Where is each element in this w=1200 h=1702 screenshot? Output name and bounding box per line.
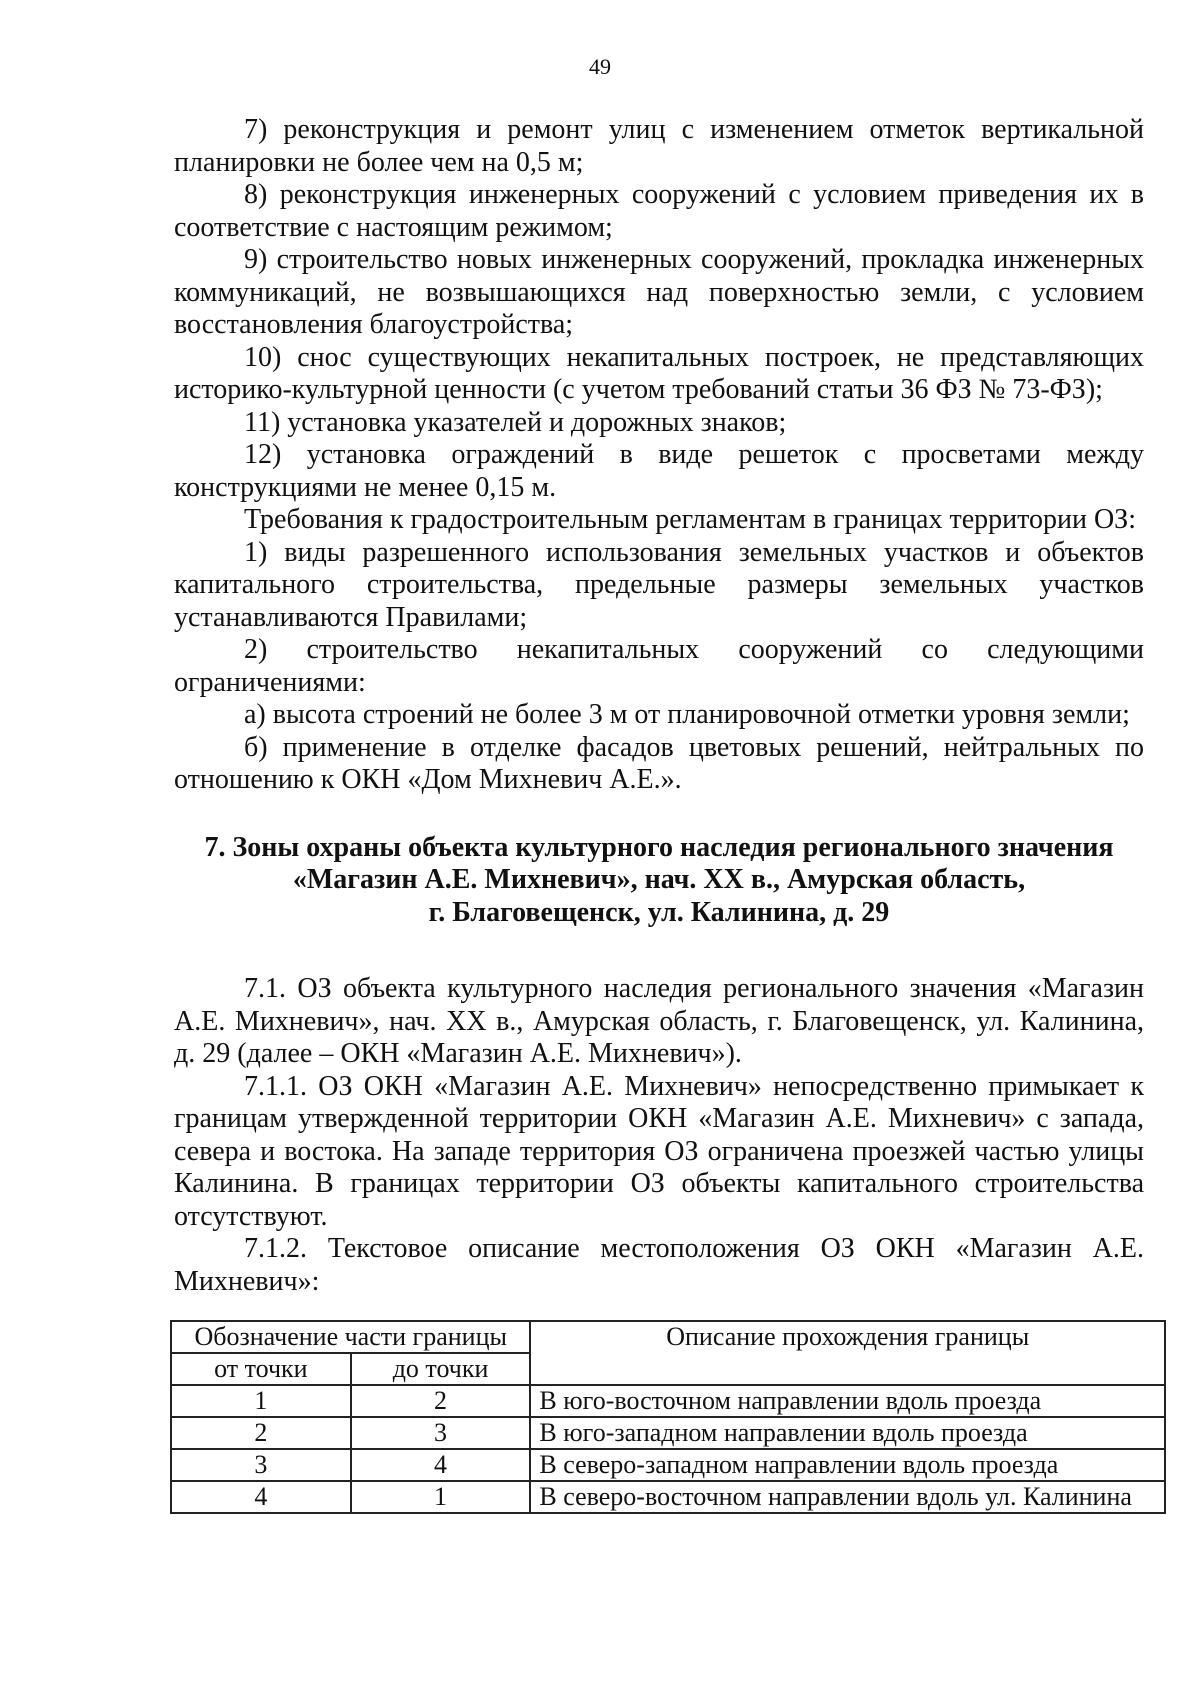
paragraph-requirements-intro: Требования к градостроительным регламентам в границах территории ОЗ: [244,504,1136,535]
table-cell-to: 1 [351,1481,531,1513]
section-heading-line-3: г. Благовещенск, ул. Калинина, д. 29 [428,896,890,928]
paragraph-7-1-1: 7.1.1. ОЗ ОКН «Магазин А.Е. Михневич» непосредственно примыкает к границам утвержденной территории ОКН «Магазин А.Е. Михневич» с запада, севера и востока. На западе территория ОЗ ограничена проезжей частью улицы Калинина. В границах территории ОЗ объекты капитального строительства отсутствуют. [174,1070,1144,1232]
table-cell-description: В северо-западном направлении вдоль проезда [530,1449,1165,1481]
table-cell-description: В юго-восточном направлении вдоль проезда [530,1385,1165,1417]
table-cell-to: 2 [351,1385,531,1417]
table-row [171,1385,1165,1417]
table-header-from: от точки [171,1353,351,1385]
paragraph-requirement-a: а) высота строений не более 3 м от планировочной отметки уровня земли; [244,699,1130,730]
table-cell-to: 4 [351,1449,531,1481]
paragraph-requirement-1: 1) виды разрешенного использования земельных участков и объектов капитального строительства, предельные размеры земельных участков устанавливаются Правилами; [174,536,1144,633]
paragraph-item-11: 11) установка указателей и дорожных знаков; [244,406,787,438]
table-row [171,1481,1165,1513]
table-cell-from: 4 [171,1481,351,1513]
table-cell-from: 2 [171,1417,351,1449]
boundary-table [170,1320,1166,1514]
table-row [171,1417,1165,1449]
table-cell-description: В северо-восточном направлении вдоль ул. Калинина [530,1481,1165,1513]
table-cell-to: 3 [351,1417,531,1449]
document-body [174,114,1144,1514]
paragraph-item-7: 7) реконструкция и ремонт улиц с изменением отметок вертикальной планировки не более чем на 0,5 м; [174,114,1144,178]
table-row [171,1449,1165,1481]
paragraph-item-8: 8) реконструкция инженерных сооружений с условием приведения их в соответствие с настоящим режимом; [174,179,1144,243]
paragraph-requirement-2: 2) строительство некапитальных сооружений со следующими ограничениями: [174,634,1144,698]
page-number: 49 [589,54,611,79]
table-header-boundary-part: Обозначение части границы [171,1321,530,1353]
table-cell-description: В юго-западном направлении вдоль проезда [530,1417,1165,1449]
paragraph-item-12: 12) установка ограждений в виде решеток с просветами между конструкциями не менее 0,15 м. [174,439,1144,503]
paragraph-item-9: 9) строительство новых инженерных сооружений, прокладка инженерных коммуникаций, не возвышающихся над поверхностью земли, с условием восстановления благоустройства; [174,244,1144,340]
paragraph-7-1-2: 7.1.2. Текстовое описание местоположения ОЗ ОКН «Магазин А.Е. Михневич»: [174,1233,1144,1297]
table-header-to: до точки [351,1353,531,1385]
table-cell-from: 3 [171,1449,351,1481]
paragraph-item-10: 10) снос существующих некапитальных построек, не представляющих историко-культурной ценности (с учетом требований статьи 36 ФЗ № 73-ФЗ); [174,341,1144,405]
section-heading-line-2: «Магазин А.Е. Михневич», нач. XX в., Амурская область, [292,864,1026,895]
table-cell-from: 1 [171,1385,351,1417]
paragraph-requirement-b: б) применение в отделке фасадов цветовых решений, нейтральных по отношению к ОКН «Дом Михневич А.Е.». [174,731,1144,795]
table-header-row [171,1321,1165,1353]
table-header-description: Описание прохождения границы [530,1321,1165,1385]
section-heading-line-1: 7. Зоны охраны объекта культурного наследия регионального значения [204,831,1114,863]
paragraph-7-1: 7.1. ОЗ объекта культурного наследия регионального значения «Магазин А.Е. Михневич», нач. XX в., Амурская область, г. Благовещенск, ул. Калинина, д. 29 (далее – ОКН «Магазин А.Е. Михневич»). [174,973,1144,1069]
